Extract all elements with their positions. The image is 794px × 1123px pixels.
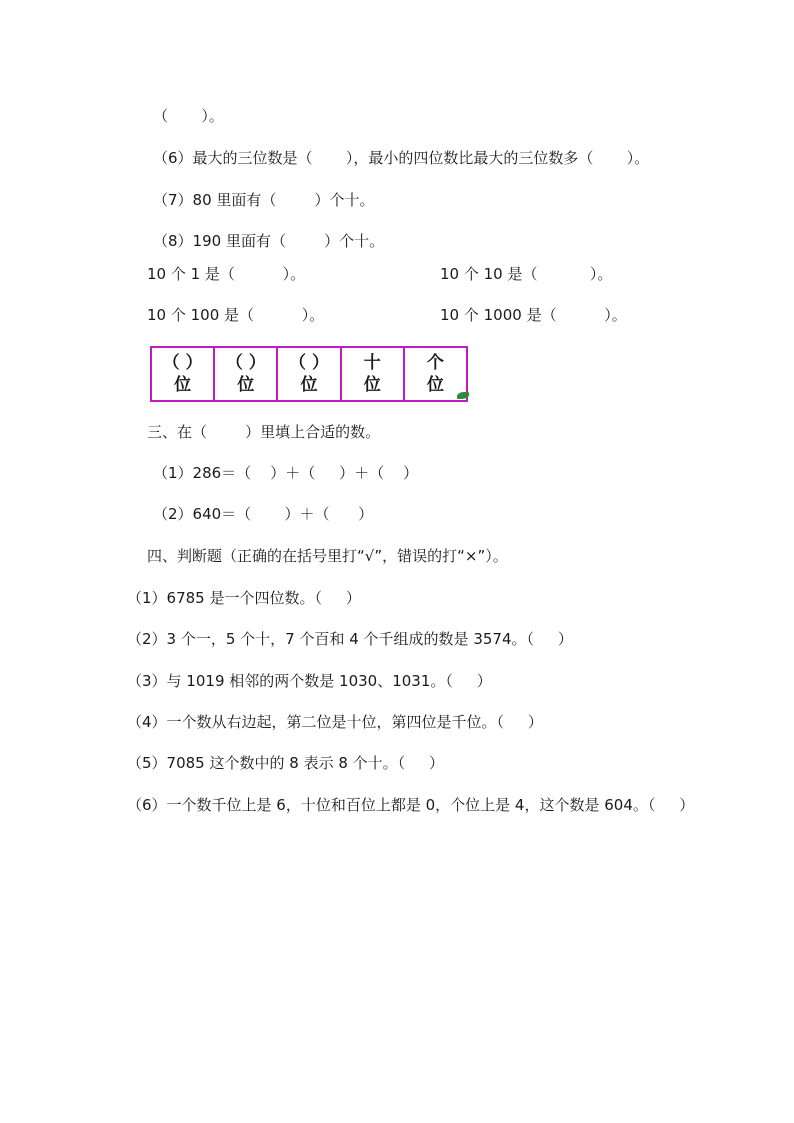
s4-q3: （3）与 1019 相邻的两个数是 1030、1031。（ ） [127,672,492,690]
place-cell-bottom: 位 [174,375,192,395]
place-cell [405,348,466,400]
place-cell-top: 十 [363,353,381,373]
place-cell [342,348,405,400]
row2-right: 10 个 1000 是（ ）。 [440,306,627,324]
s4-q5: （5）7085 这个数中的 8 表示 8 个十。（ ） [127,754,444,772]
q8-text: （8）190 里面有（ ）个十。 [153,232,385,250]
s4-q4: （4）一个数从右边起，第二位是十位，第四位是千位。（ ） [127,713,543,731]
place-cell [278,348,341,400]
section-3-heading: 三、在（ ）里填上合适的数。 [147,423,381,441]
section-4-heading: 四、判断题（正确的在括号里打“√”，错误的打“×”）。 [147,547,508,565]
place-value-table [150,346,468,402]
place-cell-bottom: 位 [426,375,444,395]
place-cell-top: 个 [426,353,444,373]
row1-right: 10 个 10 是（ ）。 [440,265,613,283]
place-cell [215,348,278,400]
leaf-icon [457,392,469,399]
s4-q6: （6）一个数千位上是 6，十位和百位上都是 0，个位上是 4，这个数是 604。（ ） [127,796,695,814]
s4-q2: （2）3 个一，5 个十，7 个百和 4 个千组成的数是 3574。（ ） [127,630,573,648]
q7-text: （7）80 里面有（ ）个十。 [153,191,375,209]
place-cell-top: （ ） [225,353,266,373]
place-cell-bottom: 位 [363,375,381,395]
place-cell [152,348,215,400]
s4-q1: （1）6785 是一个四位数。（ ） [127,589,361,607]
s3-q1: （1）286＝（ ）＋（ ）＋（ ） [153,464,419,482]
row1-left: 10 个 1 是（ ）。 [147,265,306,283]
s3-q2: （2）640＝（ ）＋（ ） [153,505,374,523]
q5-continuation: （ ）。 [153,107,224,125]
row2-left: 10 个 100 是（ ）。 [147,306,325,324]
place-cell-top: （ ） [162,353,203,373]
place-cell-bottom: 位 [237,375,255,395]
q6-text: （6）最大的三位数是（ ），最小的四位数比最大的三位数多（ ）。 [153,149,650,167]
place-cell-bottom: 位 [300,375,318,395]
place-cell-top: （ ） [289,353,329,373]
